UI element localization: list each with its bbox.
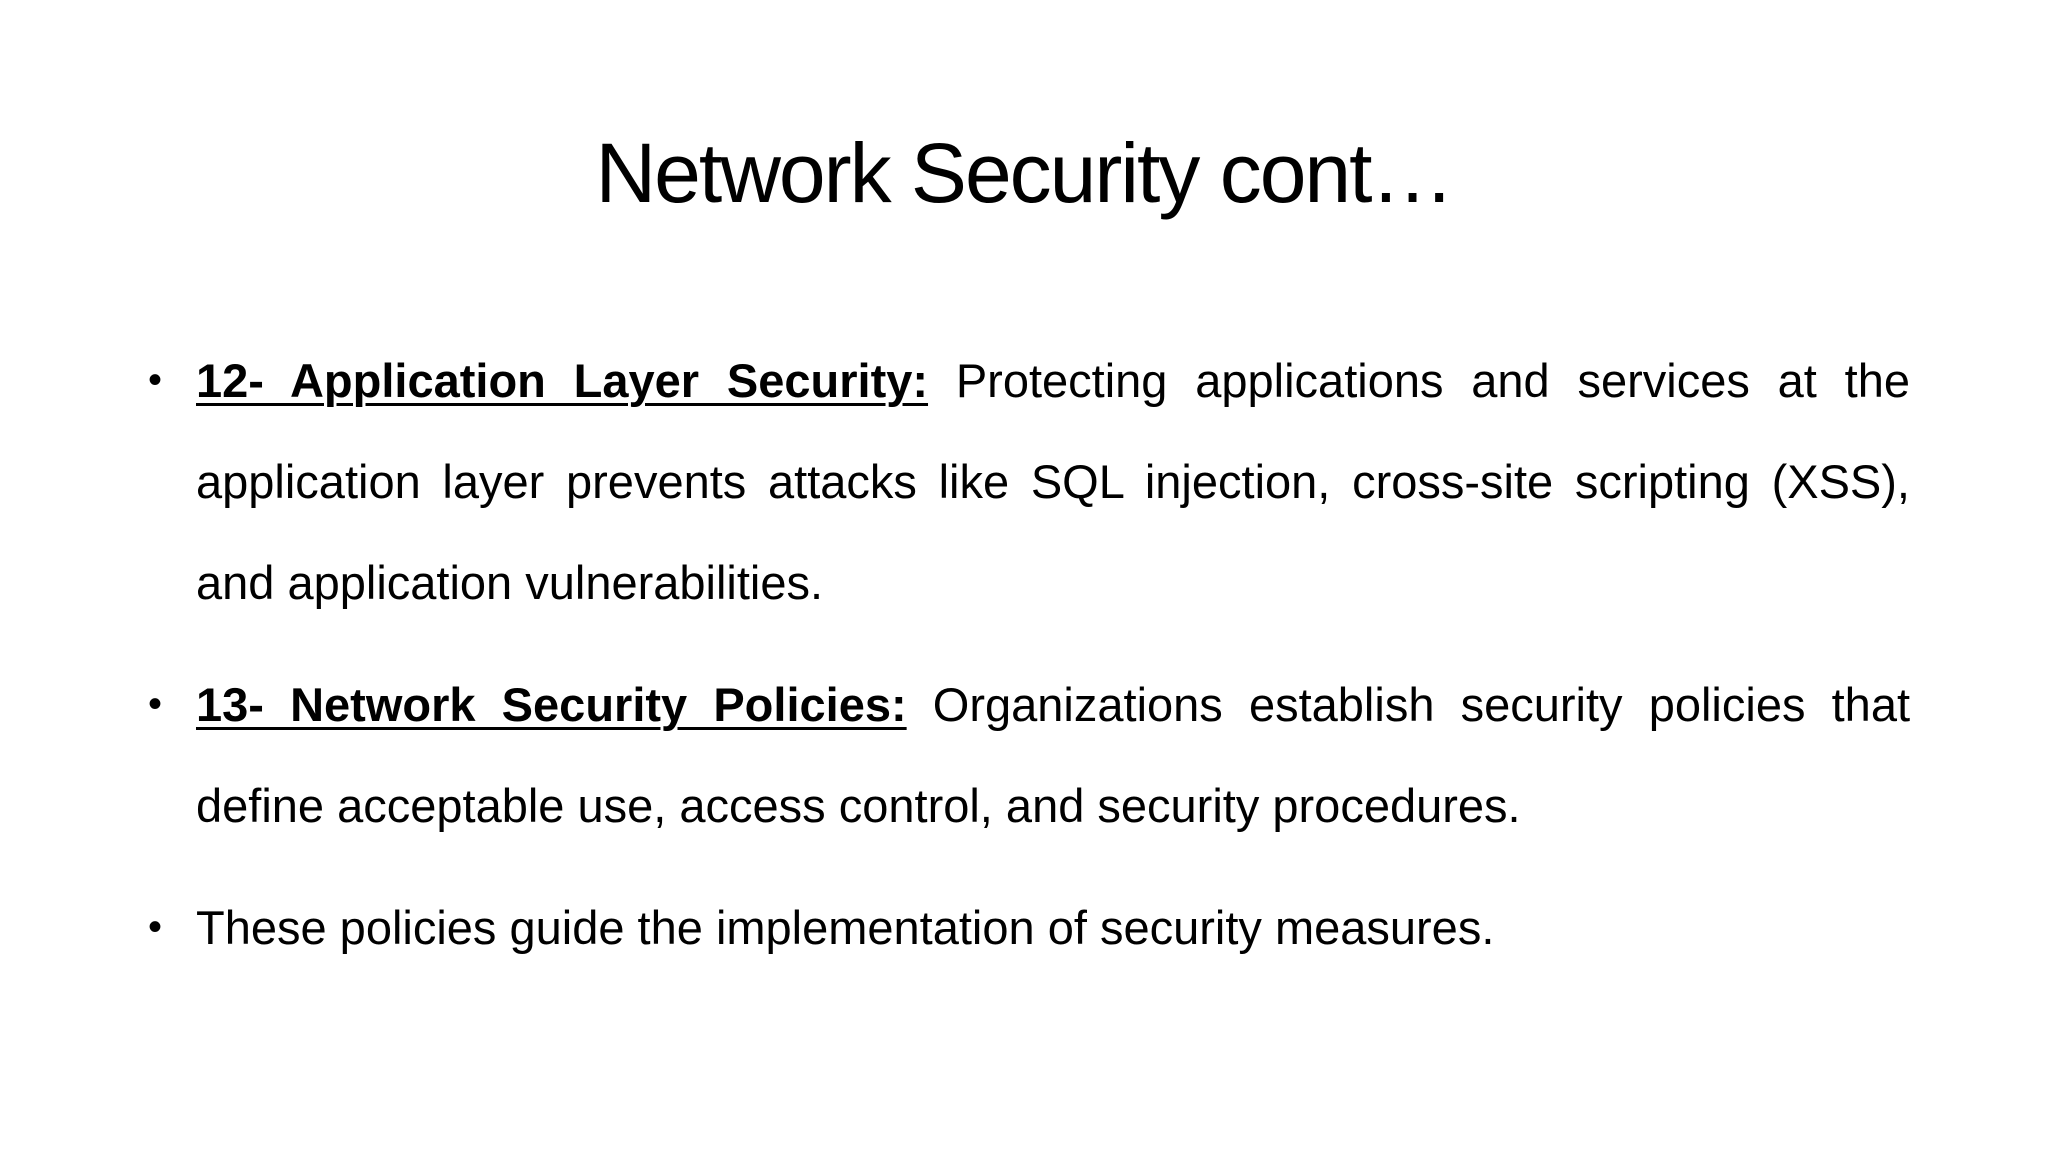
bullet-icon: • bbox=[148, 358, 163, 402]
bullet-item-network-security-policies bbox=[140, 654, 1910, 856]
bullet-list bbox=[140, 330, 1910, 999]
bullet-icon: • bbox=[148, 682, 163, 726]
bullet-icon: • bbox=[148, 905, 163, 949]
bullet-text: Organizations establish security policies that define acceptable use, access control, and security procedures. bbox=[196, 678, 1911, 832]
bullet-text: Protecting applications and services at the application layer prevents attacks like SQL injection, cross-site scripting (XSS), and application vulnerabilities. bbox=[196, 354, 1910, 609]
bullet-item-application-layer-security bbox=[140, 330, 1910, 633]
bullet-heading: 13- Network Security Policies: bbox=[196, 678, 907, 731]
bullet-item-policies-guide bbox=[140, 877, 1910, 978]
bullet-heading: 12- Application Layer Security: bbox=[196, 354, 929, 407]
bullet-text: These policies guide the implementation of security measures. bbox=[196, 901, 1495, 954]
slide-title: Network Security cont… bbox=[595, 126, 1453, 220]
